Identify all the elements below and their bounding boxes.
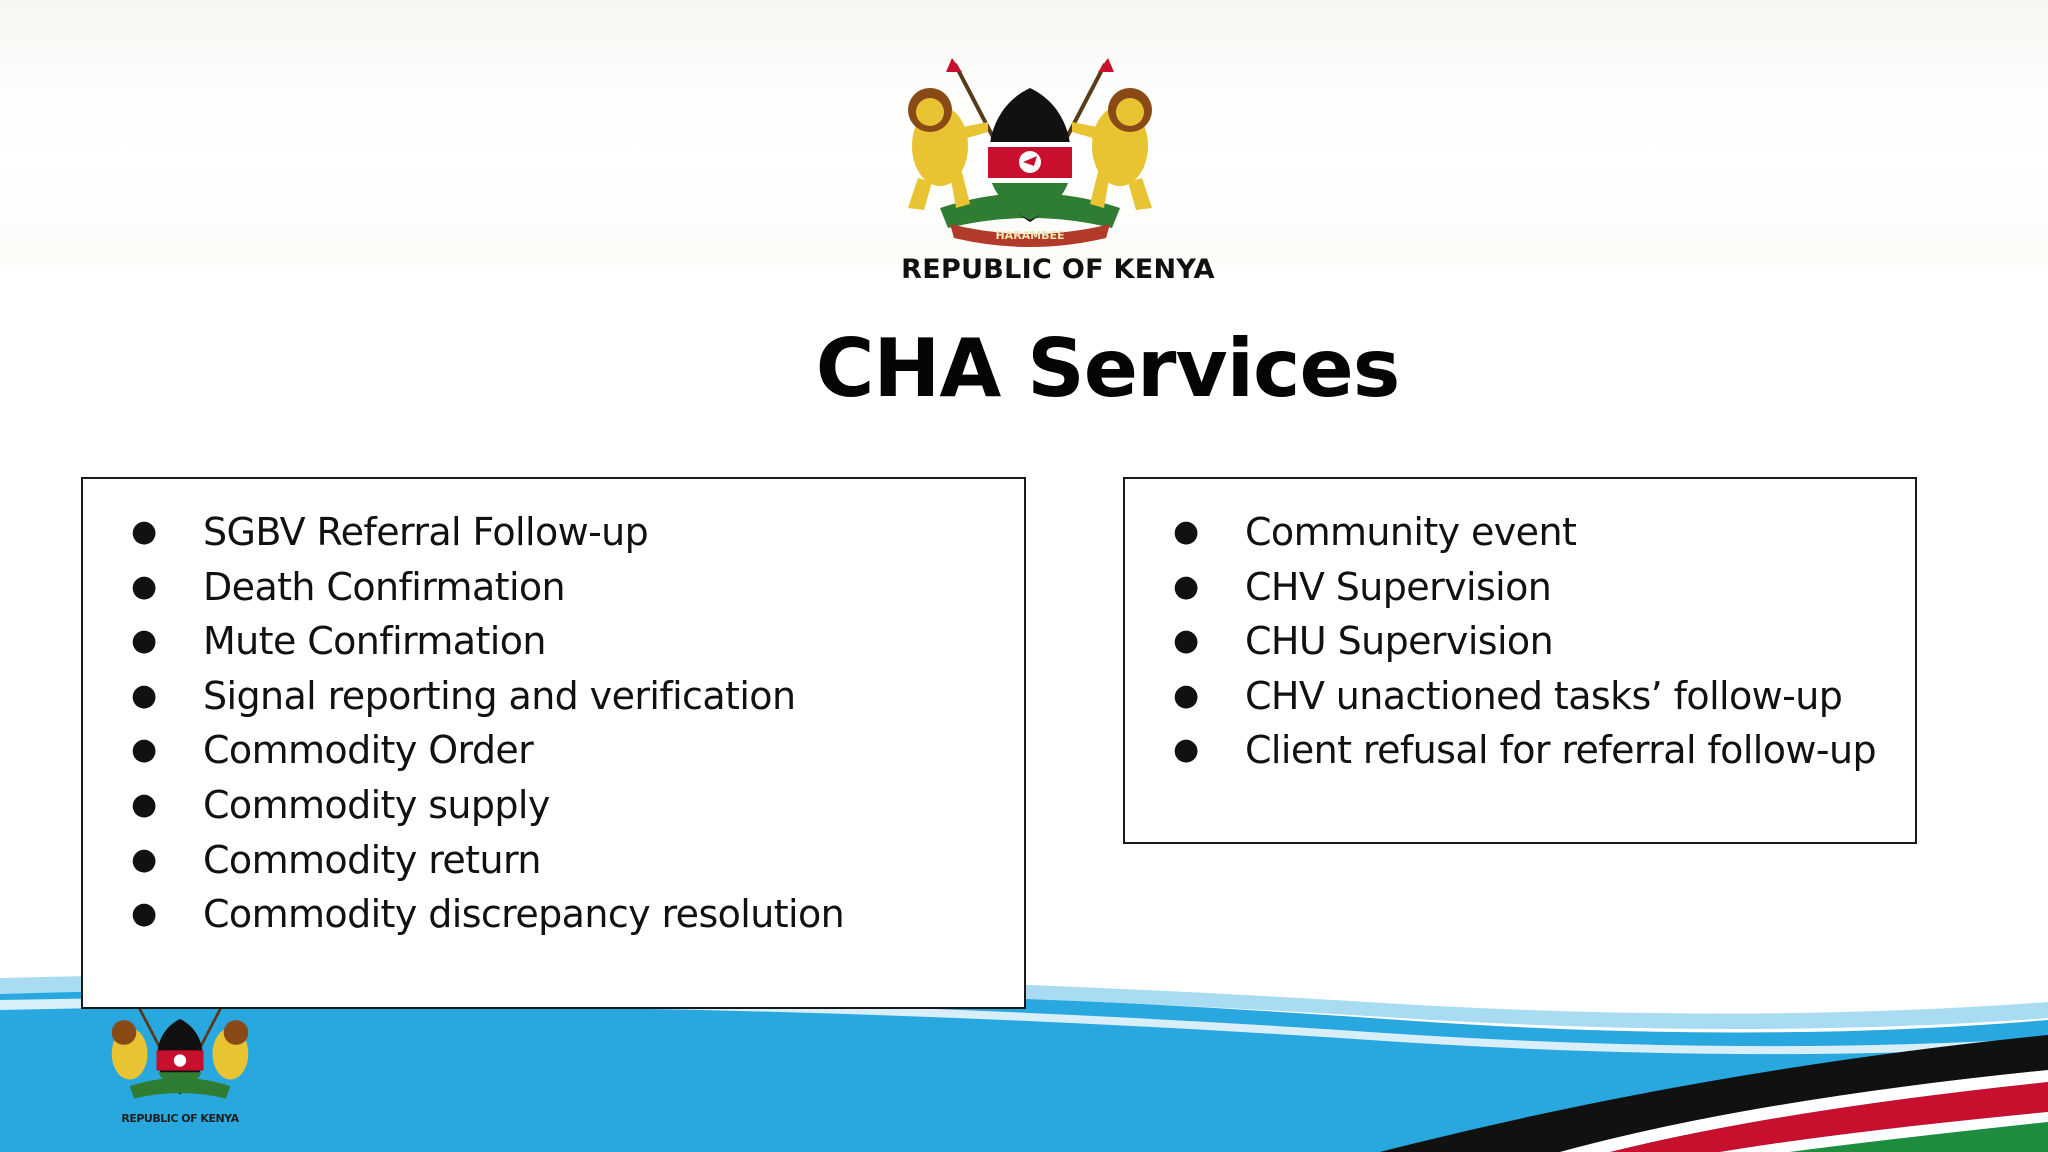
- footer-country-label: REPUBLIC OF KENYA: [121, 1112, 239, 1125]
- bullet-icon: ●: [131, 623, 158, 659]
- list-item: [131, 833, 1024, 888]
- service-label: SGBV Referral Follow-up: [203, 510, 649, 554]
- list-item: [1173, 560, 1915, 615]
- bullet-icon: ●: [1173, 677, 1200, 713]
- bullet-icon: ●: [131, 786, 158, 822]
- service-label: Commodity Order: [203, 728, 534, 773]
- list-item: [131, 505, 1024, 560]
- services-box-left: [81, 477, 1026, 1009]
- service-label: CHV Supervision: [1245, 564, 1552, 609]
- list-item: [131, 560, 1024, 615]
- bullet-icon: ●: [1173, 732, 1200, 768]
- service-label: Client refusal for referral follow-up: [1245, 728, 1876, 773]
- services-box-right: [1123, 477, 1917, 844]
- list-item: [131, 614, 1024, 669]
- service-label: Commodity supply: [203, 782, 550, 827]
- list-item: [1173, 723, 1915, 778]
- list-item: [131, 669, 1024, 724]
- bullet-icon: ●: [131, 677, 158, 713]
- list-item: [1173, 614, 1915, 669]
- slide-title: CHA Services: [815, 322, 1400, 415]
- bullet-icon: ●: [1173, 568, 1200, 604]
- bullet-icon: ●: [131, 732, 158, 768]
- list-item: [131, 887, 1024, 942]
- motto-text: HARAMBEE: [995, 229, 1065, 242]
- services-list-left: [83, 479, 1024, 942]
- country-label: REPUBLIC OF KENYA: [901, 254, 1215, 285]
- kenya-coat-of-arms-icon: [96, 1002, 264, 1110]
- list-item: [131, 778, 1024, 833]
- kenya-coat-of-arms-icon: [880, 58, 1180, 250]
- service-label: CHU Supervision: [1245, 619, 1554, 664]
- service-label: Commodity discrepancy resolution: [203, 892, 845, 937]
- bullet-icon: ●: [131, 514, 158, 549]
- bullet-icon: ●: [1173, 514, 1200, 549]
- service-label: Commodity return: [203, 837, 541, 882]
- service-label: Signal reporting and verification: [203, 673, 796, 718]
- bullet-icon: ●: [1173, 623, 1200, 659]
- bullet-icon: ●: [131, 896, 158, 932]
- list-item: [1173, 505, 1915, 560]
- bullet-icon: ●: [131, 568, 158, 604]
- list-item: [1173, 669, 1915, 724]
- services-list-right: [1125, 479, 1915, 778]
- service-label: CHV unactioned tasks’ follow-up: [1245, 673, 1843, 718]
- service-label: Death Confirmation: [203, 564, 566, 609]
- list-item: [131, 723, 1024, 778]
- service-label: Community event: [1245, 510, 1577, 554]
- bullet-icon: ●: [131, 841, 158, 877]
- service-label: Mute Confirmation: [203, 619, 546, 664]
